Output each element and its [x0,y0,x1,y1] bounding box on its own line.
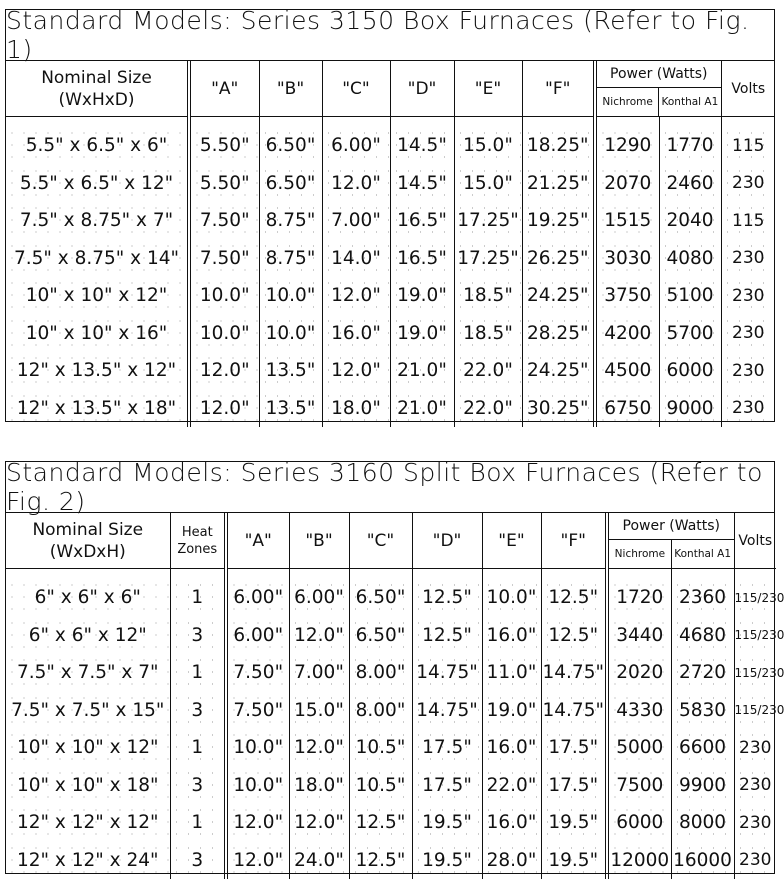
cell-kanthal: 16000 [671,842,734,880]
cell-kanthal: 1770 [659,127,721,165]
cell-a: 12.0" [189,352,259,390]
cell-zones: 1 [170,654,226,692]
col-f: "F" [522,61,595,117]
cell-a: 10.0" [189,277,259,315]
cell-a: 12.0" [189,390,259,428]
cell-nichrome: 1720 [607,579,671,617]
cell-b: 18.0" [289,767,349,805]
cell-a: 6.00" [226,579,289,617]
cell-c: 6.50" [349,579,412,617]
cell-e: 17.25" [454,240,522,278]
cell-volts: 115/230 [734,617,776,655]
cell-d: 17.5" [412,767,482,805]
cell-kanthal: 9000 [659,390,721,428]
cell-a: 12.0" [226,842,289,880]
cell-f: 18.25" [522,127,595,165]
col-a: "A" [226,513,289,569]
table-row [6,202,775,240]
cell-size: 10" x 10" x 12" [6,729,170,767]
cell-kanthal: 6600 [671,729,734,767]
cell-f: 17.5" [541,729,607,767]
cell-f: 24.25" [522,277,595,315]
cell-f: 12.5" [541,617,607,655]
cell-b: 12.0" [289,729,349,767]
cell-volts: 230 [721,240,775,278]
table-row [6,804,776,842]
cell-size: 7.5" x 7.5" x 7" [6,654,170,692]
table-row [6,654,776,692]
col-heat-zones: Heat Zones [170,513,226,569]
cell-c: 12.0" [322,165,390,203]
cell-d: 12.5" [412,579,482,617]
cell-d: 14.5" [390,127,454,165]
cell-d: 12.5" [412,617,482,655]
cell-zones: 3 [170,617,226,655]
col-c: "C" [322,61,390,117]
cell-c: 12.0" [322,352,390,390]
cell-a: 7.50" [189,202,259,240]
col-volts: Volts [734,513,776,569]
cell-d: 19.0" [390,277,454,315]
col-nichrome: Nichrome [614,548,666,560]
cell-nichrome: 4330 [607,692,671,730]
cell-e: 18.5" [454,315,522,353]
col-volts: Volts [721,61,775,117]
cell-volts: 230 [721,165,775,203]
cell-b: 6.00" [289,579,349,617]
table-row [6,842,776,880]
cell-zones: 3 [170,842,226,880]
cell-size: 5.5" x 6.5" x 6" [6,127,189,165]
cell-nichrome: 2070 [595,165,659,203]
cell-e: 11.0" [482,654,541,692]
cell-volts: 230 [734,729,776,767]
cell-b: 13.5" [259,352,322,390]
col-e: "E" [482,513,541,569]
cell-volts: 115/230 [734,579,776,617]
cell-e: 22.0" [482,767,541,805]
cell-zones: 1 [170,579,226,617]
cell-volts: 230 [721,390,775,428]
cell-size: 10" x 10" x 12" [6,277,189,315]
cell-e: 16.0" [482,617,541,655]
cell-kanthal: 9900 [671,767,734,805]
cell-a: 12.0" [226,804,289,842]
cell-nichrome: 2020 [607,654,671,692]
cell-kanthal: 2720 [671,654,734,692]
col-e: "E" [454,61,522,117]
cell-kanthal: 4080 [659,240,721,278]
cell-f: 19.25" [522,202,595,240]
cell-d: 14.5" [390,165,454,203]
series-3160-table [5,458,784,874]
cell-a: 5.50" [189,165,259,203]
cell-b: 10.0" [259,277,322,315]
cell-c: 10.5" [349,729,412,767]
cell-nichrome: 4200 [595,315,659,353]
table-row [6,692,776,730]
cell-kanthal: 2460 [659,165,721,203]
cell-size: 5.5" x 6.5" x 12" [6,165,189,203]
cell-kanthal: 8000 [671,804,734,842]
col-power: Power (Watts) Nichrome Konthal A1 [607,513,734,569]
table-row [6,617,776,655]
cell-d: 14.75" [412,692,482,730]
col-d: "D" [390,61,454,117]
cell-a: 10.0" [189,315,259,353]
col-nominal-size: Nominal Size (WxDxH) [32,519,144,562]
cell-f: 14.75" [541,654,607,692]
cell-f: 19.5" [541,842,607,880]
cell-size: 12" x 12" x 24" [6,842,170,880]
cell-volts: 230 [734,842,776,880]
cell-d: 19.5" [412,842,482,880]
cell-d: 16.5" [390,240,454,278]
cell-kanthal: 4680 [671,617,734,655]
cell-nichrome: 3440 [607,617,671,655]
cell-kanthal: 5700 [659,315,721,353]
cell-e: 15.0" [454,165,522,203]
col-f: "F" [541,513,607,569]
cell-kanthal: 2040 [659,202,721,240]
cell-f: 26.25" [522,240,595,278]
cell-e: 28.0" [482,842,541,880]
cell-b: 10.0" [259,315,322,353]
col-kanthal: Konthal A1 [671,540,734,568]
cell-c: 18.0" [322,390,390,428]
cell-b: 8.75" [259,240,322,278]
cell-nichrome: 12000 [607,842,671,880]
cell-e: 16.0" [482,729,541,767]
cell-a: 5.50" [189,127,259,165]
table-row [6,165,775,203]
cell-volts: 115 [721,202,775,240]
cell-nichrome: 7500 [607,767,671,805]
cell-e: 19.0" [482,692,541,730]
cell-b: 13.5" [259,390,322,428]
cell-nichrome: 3750 [595,277,659,315]
cell-nichrome: 5000 [607,729,671,767]
series-3160-grid [6,513,784,879]
cell-f: 24.25" [522,352,595,390]
table-row [6,390,775,428]
cell-nichrome: 1515 [595,202,659,240]
cell-e: 22.0" [454,352,522,390]
table-row [6,127,775,165]
cell-f: 17.5" [541,767,607,805]
series-3160-title: Standard Models: Series 3160 Split Box Furnaces (Refer to Fig. 2) [6,462,774,513]
cell-volts: 230 [721,315,775,353]
cell-b: 15.0" [289,692,349,730]
cell-volts: 115/230 [734,654,776,692]
col-b: "B" [289,513,349,569]
cell-f: 12.5" [541,579,607,617]
cell-volts: 230 [721,352,775,390]
series-3150-title: Standard Models: Series 3150 Box Furnaces (Refer to Fig. 1) [6,10,774,61]
cell-size: 6" x 6" x 12" [6,617,170,655]
cell-d: 21.0" [390,390,454,428]
cell-c: 12.5" [349,804,412,842]
cell-a: 7.50" [226,654,289,692]
cell-c: 7.00" [322,202,390,240]
cell-volts: 115/230 [734,692,776,730]
cell-size: 7.5" x 7.5" x 15" [6,692,170,730]
cell-zones: 1 [170,804,226,842]
cell-e: 22.0" [454,390,522,428]
col-d: "D" [412,513,482,569]
cell-c: 12.0" [322,277,390,315]
cell-c: 8.00" [349,692,412,730]
cell-volts: 230 [734,767,776,805]
cell-zones: 3 [170,692,226,730]
cell-b: 24.0" [289,842,349,880]
col-b: "B" [259,61,322,117]
cell-size: 7.5" x 8.75" x 7" [6,202,189,240]
cell-b: 12.0" [289,617,349,655]
cell-size: 10" x 10" x 16" [6,315,189,353]
table-row [6,277,775,315]
cell-size: 12" x 13.5" x 12" [6,352,189,390]
cell-e: 18.5" [454,277,522,315]
cell-b: 7.00" [289,654,349,692]
cell-f: 30.25" [522,390,595,428]
series-3150-table [5,6,775,422]
cell-b: 6.50" [259,165,322,203]
cell-size: 12" x 13.5" x 18" [6,390,189,428]
cell-b: 12.0" [289,804,349,842]
cell-f: 21.25" [522,165,595,203]
cell-volts: 115 [721,127,775,165]
cell-f: 19.5" [541,804,607,842]
table-row [6,315,775,353]
cell-a: 7.50" [189,240,259,278]
table-row [6,767,776,805]
cell-d: 16.5" [390,202,454,240]
cell-c: 16.0" [322,315,390,353]
series-3150-grid [6,61,775,427]
cell-d: 17.5" [412,729,482,767]
cell-f: 14.75" [541,692,607,730]
col-c: "C" [349,513,412,569]
cell-d: 14.75" [412,654,482,692]
cell-nichrome: 6750 [595,390,659,428]
cell-e: 16.0" [482,804,541,842]
cell-kanthal: 2360 [671,579,734,617]
cell-zones: 1 [170,729,226,767]
cell-kanthal: 6000 [659,352,721,390]
cell-nichrome: 6000 [607,804,671,842]
cell-a: 6.00" [226,617,289,655]
cell-b: 8.75" [259,202,322,240]
cell-a: 10.0" [226,729,289,767]
table-row [6,352,775,390]
cell-size: 6" x 6" x 6" [6,579,170,617]
cell-c: 12.5" [349,842,412,880]
table-row [6,579,776,617]
col-a: "A" [189,61,259,117]
cell-e: 15.0" [454,127,522,165]
cell-d: 21.0" [390,352,454,390]
cell-b: 6.50" [259,127,322,165]
cell-a: 10.0" [226,767,289,805]
cell-c: 6.50" [349,617,412,655]
cell-c: 14.0" [322,240,390,278]
col-nominal-size: Nominal Size (WxHxD) [41,67,152,110]
cell-size: 12" x 12" x 12" [6,804,170,842]
col-power: Power (Watts) Nichrome Konthal A1 [595,61,721,117]
cell-kanthal: 5830 [671,692,734,730]
cell-c: 6.00" [322,127,390,165]
cell-e: 17.25" [454,202,522,240]
cell-size: 7.5" x 8.75" x 14" [6,240,189,278]
cell-nichrome: 4500 [595,352,659,390]
cell-c: 8.00" [349,654,412,692]
cell-f: 28.25" [522,315,595,353]
cell-nichrome: 1290 [595,127,659,165]
cell-d: 19.5" [412,804,482,842]
table-row [6,240,775,278]
cell-zones: 3 [170,767,226,805]
cell-a: 7.50" [226,692,289,730]
cell-size: 10" x 10" x 18" [6,767,170,805]
cell-c: 10.5" [349,767,412,805]
cell-nichrome: 3030 [595,240,659,278]
col-nichrome: Nichrome [602,96,653,108]
cell-volts: 230 [721,277,775,315]
col-kanthal: Konthal A1 [658,88,720,116]
cell-e: 10.0" [482,579,541,617]
cell-d: 19.0" [390,315,454,353]
cell-volts: 230 [734,804,776,842]
table-row [6,729,776,767]
cell-kanthal: 5100 [659,277,721,315]
